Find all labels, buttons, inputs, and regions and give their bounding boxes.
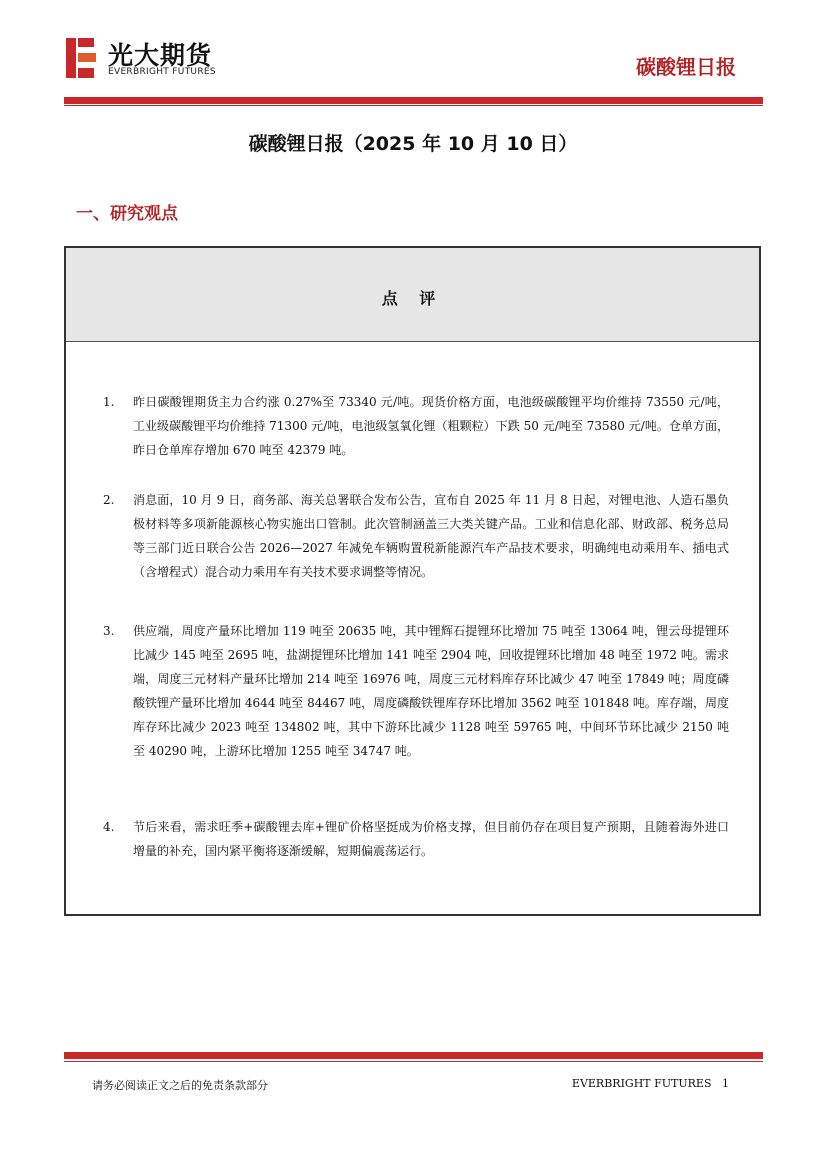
commentary-box (64, 246, 761, 916)
logo-chinese-text: 光大期货 (108, 41, 213, 70)
list-item-number: 3. (103, 624, 115, 638)
logo-english-text: EVERBRIGHT FUTURES (108, 67, 216, 77)
report-name: 碳酸锂日报 (636, 55, 736, 79)
header-divider-thin (64, 105, 763, 106)
everbright-logo-icon (64, 36, 98, 80)
list-item-text: 消息面，10 月 9 日，商务部、海关总署联合发布公告，宣布自 2025 年 11 月 8 日起，对锂电池、人造石墨负极材料等多项新能源核心物实施出口管制。此次管制涵盖三大类关键产品。工业和信息化部、财政部、税务总局等三部门近日联合公告 2026—2027 年减免车辆购置税新能源汽车产品技术要求，明确纯电动乘用车、插电式（含增程式）混合动力乘用车有关技术要求调整等情况。 (133, 493, 729, 579)
footer-divider-thin (64, 1061, 763, 1062)
footer-company: EVERBRIGHT FUTURES (571, 1077, 712, 1090)
page-number: 1 (722, 1077, 729, 1090)
page-title: 碳酸锂日报（2025 年 10 月 10 日） (248, 133, 578, 155)
commentary-box-header (66, 248, 759, 342)
commentary-box-label: 点 评 (381, 289, 444, 308)
section-heading: 一、研究观点 (76, 204, 178, 224)
list-item-number: 4. (103, 820, 115, 834)
list-item-text: 节后来看，需求旺季+碳酸锂去库+锂矿价格坚挺成为价格支撑，但目前仍存在项目复产预期，且随着海外进口增量的补充，国内紧平衡将逐渐缓解，短期偏震荡运行。 (133, 820, 729, 858)
footer-divider (64, 1052, 763, 1059)
list-item-text: 昨日碳酸锂期货主力合约涨 0.27%至 73340 元/吨。现货价格方面，电池级碳酸锂平均价维持 73550 元/吨，工业级碳酸锂平均价维持 71300 元/吨，电池级氢氧化锂（粗颗粒）下跌 50 元/吨至 73580 元/吨。仓单方面，昨日仓单库存增加 670 吨至 42379 吨。 (133, 395, 729, 457)
logo (64, 36, 264, 84)
footer-company-page (572, 1077, 729, 1090)
footer-disclaimer: 请务必阅读正文之后的免责条款部分 (92, 1079, 268, 1092)
list-item-text: 供应端，周度产量环比增加 119 吨至 20635 吨，其中锂辉石提锂环比增加 75 吨至 13064 吨，锂云母提锂环比减少 145 吨至 2695 吨，盐湖提锂环比增加 141 吨至 2904 吨，回收提锂环比增加 48 吨至 1972 吨。需求端，周度三元材料产量环比增加 214 吨至 16976 吨，周度三元材料库存环比减少 47 吨至 17849 吨；周度磷酸铁锂产量环比增加 4644 吨至 84467 吨，周度磷酸铁锂库存环比增加 3562 吨至 101848 吨。库存端，周度库存环比减少 2023 吨至 134802 吨，其中下游环比减少 1128 吨至 59765 吨，中间环节环比减少 2150 吨至 40290 吨，上游环比增加 1255 吨至 34747 吨。 (133, 624, 729, 758)
list-item-number: 1. (103, 395, 115, 409)
list-item-number: 2. (103, 493, 115, 507)
header-divider (64, 97, 763, 104)
